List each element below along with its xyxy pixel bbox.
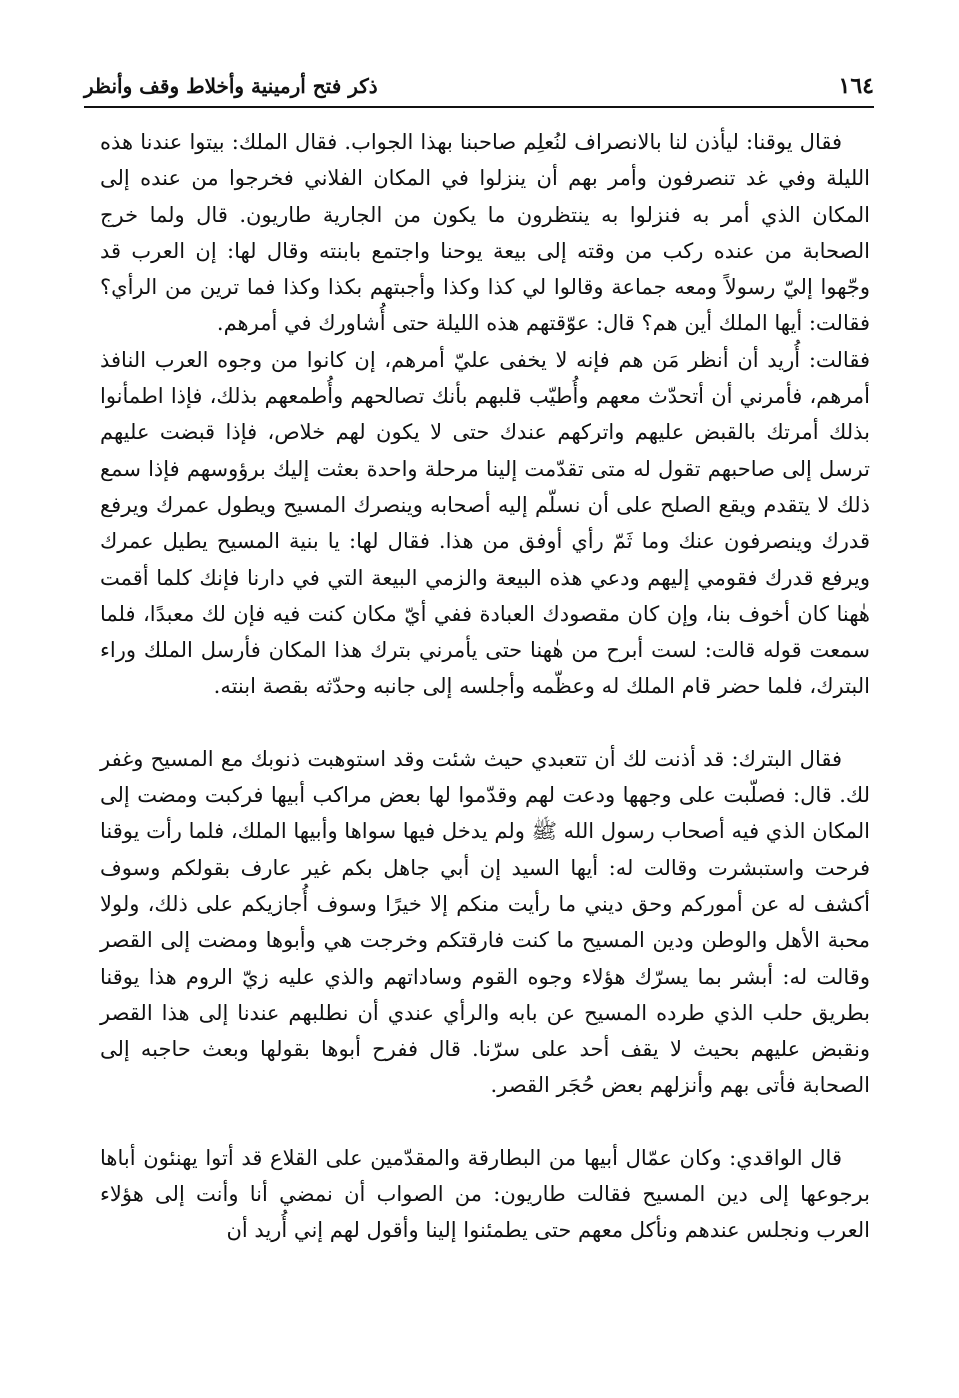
body-text	[100, 124, 870, 1249]
paragraph-gap	[100, 1104, 870, 1140]
header-rule	[84, 106, 874, 108]
paragraph-gap	[100, 705, 870, 741]
paragraph-2: فقالت: أُريد أن أنظر مَن هم فإنه لا يخفى عليّ أمرهم، إن كانوا من وجوه العرب النافذ أمرهم، فأمرني أن أتحدّث معهم وأُطيّب قلبهم بأنك تصالحهم وأُطمعهم بذلك، فإذا اطمأنوا بذلك أمرتك بالقبض عليهم واتركهم عندك حتى لا يكون لهم خلاص، فإذا قبضت عليهم ترسل إلى صاحبهم تقول له متى تقدّمت إلينا مرحلة واحدة بعثت إليك برؤوسهم فإذا سمع ذلك لا يتقدم ويقع الصلح على أن نسلّم إليه أصحابه وينصرك المسيح ويطول عمرك ويرفع قدرك وينصرفون عنك وما ثَمّ رأي أوفق من هذا. فقال لها: يا بنية المسيح يطيل عمرك ويرفع قدرك فقومي إليهم ودعي هذه البيعة والزمي البيعة التي في دارنا فإنك كلما أقمت هٰهنا كان أخوف بنا، وإن كان مقصودك العبادة ففي أيّ مكان كنت فيه فإن لك معبدًا، فلما سمعت قوله قالت: لست أبرح من هٰهنا حتى يأمرني بترك هذا المكان فأرسل الملك وراء البترك، فلما حضر قام الملك له وعظّمه وأجلسه إلى جانبه وحدّثه بقصة ابنته.	[100, 347, 870, 699]
page-header	[84, 68, 874, 104]
paragraph-4: قال الواقدي: وكان عمّال أبيها من البطارقة والمقدّمين على القلاع قد أتوا يهنئون أباها برجوعها إلى دين المسيح فقالت طاريون: من الصواب أن نمضي أنا وأنت إلى هؤلاء العرب ونجلس عندهم ونأكل معهم حتى يطمئنوا إلينا وأقول لهم إني أُريد أن	[100, 1145, 870, 1243]
paragraph-3: فقال البترك: قد أذنت لك أن تتعبدي حيث شئت وقد استوهبت ذنوبك مع المسيح وغفر لك. قال: فصلّبت على وجهها ودعت لهم وقدّموا لها بعض مراكب أبيها فركبت ومضت إلى المكان الذي فيه أصحاب رسول الله ﷺ ولم يدخل فيها سواها وأبيها الملك، فلما رأت يوقنا فرحت واستبشرت وقالت له: أيها السيد إن أبي جاهل بكم غير عارف بقولكم وسوف أكشف له عن أموركم وحق ديني ما رأيت منكم إلا خيرًا وسوف أُجازيكم على ذلك، ولولا محبة الأهل والوطن ودين المسيح ما كنت فارقتكم وخرجت هي وأبوها ومضت إلى القصر وقالت له: أبشر بما يسرّك هؤلاء وجوه القوم وساداتهم والذي عليه زيّ الروم هذا يوقنا بطريق حلب الذي طرده المسيح عن بابه والرأي عندي أن نطلبهم عندنا إلى هذا القصر ونقبض عليهم بحيث لا يقف أحد على سرّنا. قال ففرح أبوها بقولها وبعث حاجبه إلى الصحابة فأتى بهم وأنزلهم بعض حُجَر القصر.	[100, 746, 871, 1098]
running-title: ذكر فتح أرمينية وأخلاط وقف وأنظر	[84, 74, 378, 98]
page-number: ١٦٤	[838, 73, 874, 99]
paragraph-1: فقال يوقنا: ليأذن لنا بالانصراف لنُعلِم صاحبنا بهذا الجواب. فقال الملك: بيتوا عندنا هذه الليلة وفي غد تنصرفون وأمر بهم أن ينزلوا في المكان الفلاني فخرجوا من عنده إلى المكان الذي أمر به فنزلوا به ينتظرون ما يكون من الجارية طاريون. قال ولما خرج الصحابة من عنده ركب من وقته إلى بيعة يوحنا واجتمع بابنته وقال لها: إن العرب قد وجّهوا إليّ رسولاً ومعه جماعة وقالوا لي كذا وكذا وأجبتهم بكذا وكذا فما ترين من الرأي؟ فقالت: أيها الملك أين هم؟ قال: عوّقتهم هذه الليلة حتى أُشاورك في أمرهم.	[100, 130, 870, 336]
